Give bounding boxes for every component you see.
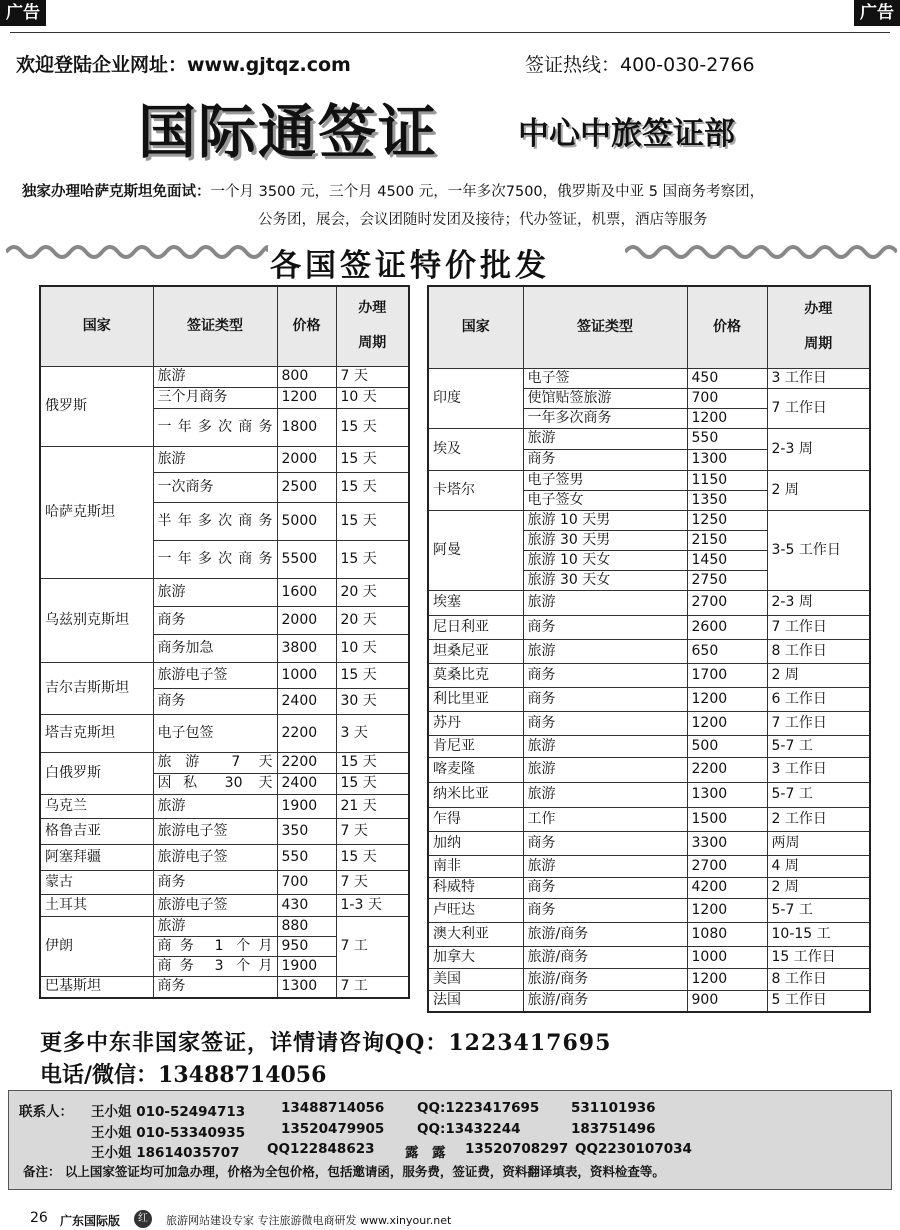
country-cell: 土耳其: [40, 894, 153, 916]
visa-type-cell: 商务: [523, 898, 687, 922]
table-row: [428, 470, 870, 490]
period-cell: 4 周: [767, 855, 870, 877]
price-cell: 1200: [687, 968, 767, 990]
period-cell: 5-7 工: [767, 735, 870, 757]
table-row: [428, 968, 870, 990]
price-cell: 1200: [687, 687, 767, 711]
brand-subtitle: 中心中旅签证部: [518, 116, 735, 152]
country-cell: 蒙古: [40, 870, 153, 894]
wave-ornament-right: [625, 240, 897, 260]
period-cell: 3 工作日: [767, 368, 870, 388]
price-cell: 1900: [277, 956, 336, 976]
visa-type-cell: 使馆贴签旅游: [523, 388, 687, 408]
table-row: [428, 735, 870, 757]
price-cell: 1200: [277, 387, 336, 408]
header-price: 价格: [277, 286, 336, 366]
visa-type-cell: 旅游/商务: [523, 946, 687, 968]
period-cell: 10-15 工: [767, 922, 870, 946]
country-cell: 乌克兰: [40, 794, 153, 818]
period-cell: 2 周: [767, 877, 870, 898]
period-cell: 15 天: [336, 472, 409, 502]
visa-type-cell: 旅游/商务: [523, 922, 687, 946]
period-cell: 20 天: [336, 578, 409, 606]
visa-type-cell: 商务加急: [153, 634, 277, 662]
visa-type-cell: 旅游/商务: [523, 968, 687, 990]
visa-type-cell: 旅游: [153, 446, 277, 472]
price-cell: 2600: [687, 615, 767, 639]
country-cell: 俄罗斯: [40, 366, 153, 446]
table-row: [428, 990, 870, 1012]
visa-type-cell: 商务: [153, 976, 277, 998]
table-row: [428, 368, 870, 388]
period-cell: 8 工作日: [767, 639, 870, 663]
country-cell: 塔吉克斯坦: [40, 714, 153, 752]
period-cell: 15 天: [336, 662, 409, 688]
table-row: [428, 663, 870, 687]
price-cell: 1300: [687, 449, 767, 470]
country-cell: 坦桑尼亚: [428, 639, 523, 663]
price-cell: 2200: [277, 714, 336, 752]
price-cell: 900: [687, 990, 767, 1012]
visa-type-cell: 旅游 7 天: [153, 752, 277, 773]
visa-type-cell: 商务: [153, 606, 277, 634]
table-header-row: [428, 286, 870, 368]
header-price: 价格: [687, 286, 767, 368]
footer-slogan: 旅游网站建设专家 专注旅游微电商研发 www.xinyour.net: [166, 1214, 452, 1227]
ad-label-right: 广告: [854, 0, 900, 26]
price-cell: 3300: [687, 831, 767, 855]
price-cell: 2400: [277, 688, 336, 714]
period-cell: 6 工作日: [767, 687, 870, 711]
visa-type-cell: 旅游: [153, 916, 277, 936]
table-row: [428, 807, 870, 831]
period-cell: 5-7 工: [767, 782, 870, 807]
price-cell: 550: [277, 844, 336, 870]
intro-bold: 独家办理哈萨克斯坦免面试：: [22, 184, 211, 200]
website-text: 欢迎登陆企业网址：www.gjtqz.com: [16, 54, 351, 76]
period-cell: 30 天: [336, 688, 409, 714]
period-cell: 15 天: [336, 502, 409, 540]
country-cell: 格鲁吉亚: [40, 818, 153, 844]
table-row: [40, 844, 409, 870]
visa-type-cell: 旅游: [153, 366, 277, 387]
visa-type-cell: 商务: [523, 449, 687, 470]
visa-type-cell: 因私 30 天: [153, 773, 277, 794]
visa-type-cell: 商务: [153, 688, 277, 714]
visa-type-cell: 旅游: [523, 735, 687, 757]
contact-qq: QQ2230107034: [575, 1141, 692, 1157]
country-cell: 纳米比亚: [428, 782, 523, 807]
table-row: [428, 615, 870, 639]
country-cell: 乌兹别克斯坦: [40, 578, 153, 662]
table-row: [40, 894, 409, 916]
period-cell: 10 天: [336, 634, 409, 662]
hotline-text: 签证热线：400-030-2766: [525, 54, 755, 76]
period-cell: 15 天: [336, 446, 409, 472]
header-period-b: 周期: [358, 335, 387, 352]
contact-mobile: 13520479905: [281, 1121, 385, 1137]
visa-type-cell: 商务: [523, 877, 687, 898]
contact-box: [8, 1090, 892, 1190]
visa-type-cell: 旅游电子签: [153, 662, 277, 688]
visa-type-cell: 商务: [153, 870, 277, 894]
table-row: [428, 782, 870, 807]
magazine-name: 广东国际版: [60, 1214, 121, 1228]
period-cell: 7 天: [336, 366, 409, 387]
period-cell: 5 工作日: [767, 990, 870, 1012]
period-cell: 2 周: [767, 663, 870, 687]
period-cell: 15 天: [336, 773, 409, 794]
country-cell: 伊朗: [40, 916, 153, 976]
top-divider: [10, 32, 890, 33]
period-cell: 1-3 天: [336, 894, 409, 916]
period-cell: 5-7 工: [767, 898, 870, 922]
visa-type-cell: 商务: [523, 663, 687, 687]
country-cell: 澳大利亚: [428, 922, 523, 946]
price-cell: 2200: [687, 757, 767, 782]
table-row: [40, 794, 409, 818]
header-type: 签证类型: [153, 286, 277, 366]
visa-type-cell: 半年多次商务: [153, 502, 277, 540]
period-cell: 20 天: [336, 606, 409, 634]
visa-type-cell: 电子包签: [153, 714, 277, 752]
period-cell: 2 工作日: [767, 807, 870, 831]
visa-type-cell: 工作: [523, 807, 687, 831]
table-row: [428, 687, 870, 711]
logo-icon: 红: [134, 1210, 152, 1228]
table-row: [428, 855, 870, 877]
visa-type-cell: 旅游: [523, 757, 687, 782]
visa-type-cell: 旅游 10 天男: [523, 510, 687, 530]
price-cell: 2500: [277, 472, 336, 502]
period-cell: 3 天: [336, 714, 409, 752]
price-cell: 2200: [277, 752, 336, 773]
table-row: [428, 922, 870, 946]
price-cell: 1200: [687, 711, 767, 735]
country-cell: 阿曼: [428, 510, 523, 590]
header-period: [767, 286, 870, 368]
remark-note: 备注： 以上国家签证均可加急办理，价格为全包价格，包括邀请函，服务费，签证费，资料翻译填表，资料检查等。: [23, 1164, 665, 1179]
contact-qq: QQ:1223417695: [417, 1100, 540, 1116]
visa-type-cell: 旅游 10 天女: [523, 550, 687, 570]
country-cell: 阿塞拜疆: [40, 844, 153, 870]
visa-type-cell: 一次商务: [153, 472, 277, 502]
period-cell: 7 工作日: [767, 388, 870, 428]
table-row: [40, 578, 409, 606]
period-cell: 2-3 周: [767, 590, 870, 615]
country-cell: 南非: [428, 855, 523, 877]
visa-type-cell: 旅游 30 天女: [523, 570, 687, 590]
brand-title: 国际通签证: [138, 98, 439, 166]
price-cell: 4200: [687, 877, 767, 898]
price-cell: 3800: [277, 634, 336, 662]
visa-type-cell: 商务: [523, 831, 687, 855]
contact-extra: 183751496: [571, 1121, 656, 1137]
price-cell: 1150: [687, 470, 767, 490]
period-cell: 15 天: [336, 540, 409, 578]
country-cell: 吉尔吉斯斯坦: [40, 662, 153, 714]
price-cell: 1800: [277, 408, 336, 446]
table-row: [428, 639, 870, 663]
contact-label: 联系人：: [19, 1104, 73, 1120]
price-cell: 1300: [277, 976, 336, 998]
contact-mobile: 13488714056: [281, 1100, 385, 1116]
contact-qq: QQ122848623: [267, 1141, 375, 1157]
period-cell: 7 天: [336, 818, 409, 844]
visa-type-cell: 一年多次商务: [153, 540, 277, 578]
price-cell: 2700: [687, 590, 767, 615]
price-cell: 5000: [277, 502, 336, 540]
price-cell: 1200: [687, 898, 767, 922]
contact-qq: QQ:13432244: [417, 1121, 521, 1137]
visa-type-cell: 旅游/商务: [523, 990, 687, 1012]
price-cell: 1350: [687, 490, 767, 510]
period-cell: 7 工: [336, 976, 409, 998]
phone-wechat-line: 电话/微信：13488714056: [40, 1062, 327, 1088]
table-row: [428, 877, 870, 898]
price-cell: 2150: [687, 530, 767, 550]
country-cell: 印度: [428, 368, 523, 428]
period-cell: 2 周: [767, 470, 870, 510]
country-cell: 美国: [428, 968, 523, 990]
period-cell: 7 工: [336, 916, 409, 976]
price-cell: 1000: [277, 662, 336, 688]
price-cell: 500: [687, 735, 767, 757]
visa-type-cell: 旅游电子签: [153, 818, 277, 844]
period-cell: 3-5 工作日: [767, 510, 870, 590]
table-row: [40, 870, 409, 894]
visa-type-cell: 电子签: [523, 368, 687, 388]
price-cell: 5500: [277, 540, 336, 578]
country-cell: 加纳: [428, 831, 523, 855]
price-cell: 1200: [687, 408, 767, 428]
price-cell: 2000: [277, 606, 336, 634]
visa-type-cell: 旅游: [523, 639, 687, 663]
period-cell: 15 天: [336, 408, 409, 446]
period-cell: 21 天: [336, 794, 409, 818]
intro-rest: 一个月 3500 元，三个月 4500 元，一年多次7500，俄罗斯及中亚 5 国商务考察团，: [210, 184, 765, 200]
country-cell: 埃及: [428, 428, 523, 470]
table-row: [428, 590, 870, 615]
country-cell: 卡塔尔: [428, 470, 523, 510]
country-cell: 加拿大: [428, 946, 523, 968]
table-row: [428, 946, 870, 968]
price-cell: 650: [687, 639, 767, 663]
page-footer: [0, 1210, 900, 1230]
visa-type-cell: 旅游: [523, 590, 687, 615]
intro-line-1: [22, 180, 764, 201]
price-cell: 2700: [687, 855, 767, 877]
visa-type-cell: 旅游: [523, 428, 687, 449]
country-cell: 哈萨克斯坦: [40, 446, 153, 578]
table-header-row: [40, 286, 409, 366]
visa-type-cell: 旅游电子签: [153, 844, 277, 870]
visa-type-cell: 旅游: [153, 578, 277, 606]
visa-type-cell: 商务: [523, 615, 687, 639]
table-row: [428, 831, 870, 855]
table-row: [428, 510, 870, 530]
price-cell: 2000: [277, 446, 336, 472]
header-period-a: 办理: [358, 300, 387, 317]
table-row: [40, 916, 409, 936]
visa-type-cell: 旅游: [523, 855, 687, 877]
table-row: [40, 714, 409, 752]
contact-name-phone: 王小姐 010-53340935: [91, 1125, 246, 1141]
period-cell: 7 工作日: [767, 615, 870, 639]
price-cell: 1000: [687, 946, 767, 968]
period-cell: 7 天: [336, 870, 409, 894]
price-cell: 1500: [687, 807, 767, 831]
header-country: 国家: [40, 286, 153, 366]
contact-name-phone: 王小姐 18614035707: [91, 1145, 240, 1161]
table-row: [428, 757, 870, 782]
period-cell: 7 工作日: [767, 711, 870, 735]
visa-type-cell: 三个月商务: [153, 387, 277, 408]
visa-type-cell: 商务 1 个月: [153, 936, 277, 956]
price-cell: 1450: [687, 550, 767, 570]
more-info-line: 更多中东非国家签证，详情请咨询QQ：1223417695: [40, 1030, 612, 1056]
wave-ornament-left: [6, 240, 268, 260]
period-cell: 15 天: [336, 752, 409, 773]
table-row: [40, 446, 409, 472]
table-row: [428, 711, 870, 735]
price-cell: 1600: [277, 578, 336, 606]
country-cell: 肯尼亚: [428, 735, 523, 757]
header-type: 签证类型: [523, 286, 687, 368]
price-cell: 1080: [687, 922, 767, 946]
country-cell: 白俄罗斯: [40, 752, 153, 794]
country-cell: 科威特: [428, 877, 523, 898]
price-cell: 1300: [687, 782, 767, 807]
country-cell: 法国: [428, 990, 523, 1012]
header-period: [336, 286, 409, 366]
visa-type-cell: 商务: [523, 711, 687, 735]
price-cell: 430: [277, 894, 336, 916]
country-cell: 卢旺达: [428, 898, 523, 922]
country-cell: 莫桑比克: [428, 663, 523, 687]
period-cell: 两周: [767, 831, 870, 855]
table-row: [428, 428, 870, 449]
country-cell: 喀麦隆: [428, 757, 523, 782]
price-cell: 350: [277, 818, 336, 844]
contact-name: 露 露: [405, 1145, 446, 1161]
period-cell: 3 工作日: [767, 757, 870, 782]
section-title: 各国签证特价批发: [270, 248, 550, 284]
price-cell: 1700: [687, 663, 767, 687]
visa-type-cell: 电子签男: [523, 470, 687, 490]
country-cell: 埃塞: [428, 590, 523, 615]
visa-type-cell: 电子签女: [523, 490, 687, 510]
header-period-a: 办理: [804, 301, 833, 318]
contact-mobile: 13520708297: [465, 1141, 569, 1157]
visa-table-right: [427, 285, 871, 1013]
price-cell: 1250: [687, 510, 767, 530]
period-cell: 8 工作日: [767, 968, 870, 990]
visa-type-cell: 商务: [523, 687, 687, 711]
visa-table-left: [39, 285, 410, 999]
contact-name-phone: 王小姐 010-52494713: [91, 1104, 246, 1120]
table-row: [40, 976, 409, 998]
table-row: [40, 752, 409, 773]
visa-type-cell: 旅游电子签: [153, 894, 277, 916]
price-cell: 880: [277, 916, 336, 936]
table-row: [428, 898, 870, 922]
header-country: 国家: [428, 286, 523, 368]
price-cell: 550: [687, 428, 767, 449]
table-row: [40, 818, 409, 844]
price-cell: 800: [277, 366, 336, 387]
visa-type-cell: 商务 3 个月: [153, 956, 277, 976]
visa-type-cell: 旅游: [153, 794, 277, 818]
price-cell: 1900: [277, 794, 336, 818]
price-cell: 2750: [687, 570, 767, 590]
header-period-b: 周期: [804, 336, 833, 353]
visa-type-cell: 旅游: [523, 782, 687, 807]
period-cell: 2-3 周: [767, 428, 870, 470]
price-cell: 2400: [277, 773, 336, 794]
visa-type-cell: 旅游 30 天男: [523, 530, 687, 550]
visa-type-cell: 一年多次商务: [523, 408, 687, 428]
ad-label-left: 广告: [0, 0, 46, 26]
country-cell: 利比里亚: [428, 687, 523, 711]
country-cell: 巴基斯坦: [40, 976, 153, 998]
country-cell: 尼日利亚: [428, 615, 523, 639]
table-row: [40, 366, 409, 387]
visa-type-cell: 一年多次商务: [153, 408, 277, 446]
price-cell: 700: [277, 870, 336, 894]
country-cell: 苏丹: [428, 711, 523, 735]
table-row: [40, 662, 409, 688]
country-cell: 乍得: [428, 807, 523, 831]
price-cell: 950: [277, 936, 336, 956]
price-cell: 700: [687, 388, 767, 408]
period-cell: 10 天: [336, 387, 409, 408]
period-cell: 15 工作日: [767, 946, 870, 968]
intro-line-2: 公务团，展会，会议团随时发团及接待；代办签证，机票，酒店等服务: [258, 212, 708, 228]
price-cell: 450: [687, 368, 767, 388]
contact-extra: 531101936: [571, 1100, 656, 1116]
page-number: 26: [30, 1210, 48, 1226]
period-cell: 15 天: [336, 844, 409, 870]
